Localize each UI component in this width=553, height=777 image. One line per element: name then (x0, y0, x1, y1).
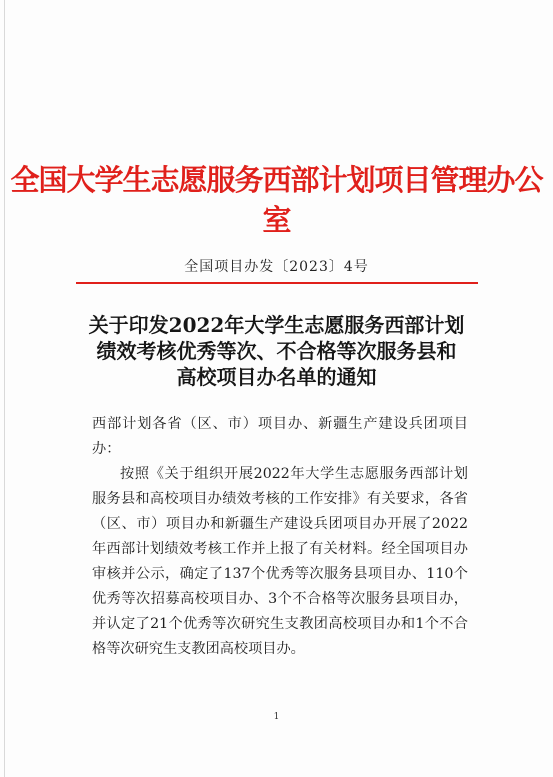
document-number: 全国项目办发〔2023〕4号 (184, 259, 369, 275)
page-number: 1 (273, 712, 280, 722)
document-body (92, 412, 468, 662)
title-line-3: 高校项目办名单的通知 (176, 365, 377, 389)
issuer-header: 全国大学生志愿服务西部计划项目管理办公室 (10, 163, 543, 237)
title-line-2: 绩效考核优秀等次、不合格等次服务县和 (96, 339, 457, 363)
red-divider-line (76, 282, 478, 284)
body-paragraph: 按照《关于组织开展2022年大学生志愿服务西部计划服务县和高校项目办绩效考核的工作安排》有关要求，各省（区、市）项目办和新疆生产建设兵团项目办开展了2022年西部计划绩效考核工作并上报了有关材料。经全国项目办审核并公示，确定了137个优秀等次服务县项目办、110个优秀等次招募高校项目办、3个不合格等次服务县项目办，并认定了21个优秀等次研究生支教团高校项目办和1个不合格等次研究生支教团高校项目办。 (92, 466, 468, 657)
salutation: 西部计划各省（区、市）项目办、新疆生产建设兵团项目办： (92, 416, 468, 457)
title-line-1: 关于印发2022年大学生志愿服务西部计划 (88, 313, 465, 337)
document-title (60, 312, 493, 390)
scan-edge (4, 0, 5, 777)
